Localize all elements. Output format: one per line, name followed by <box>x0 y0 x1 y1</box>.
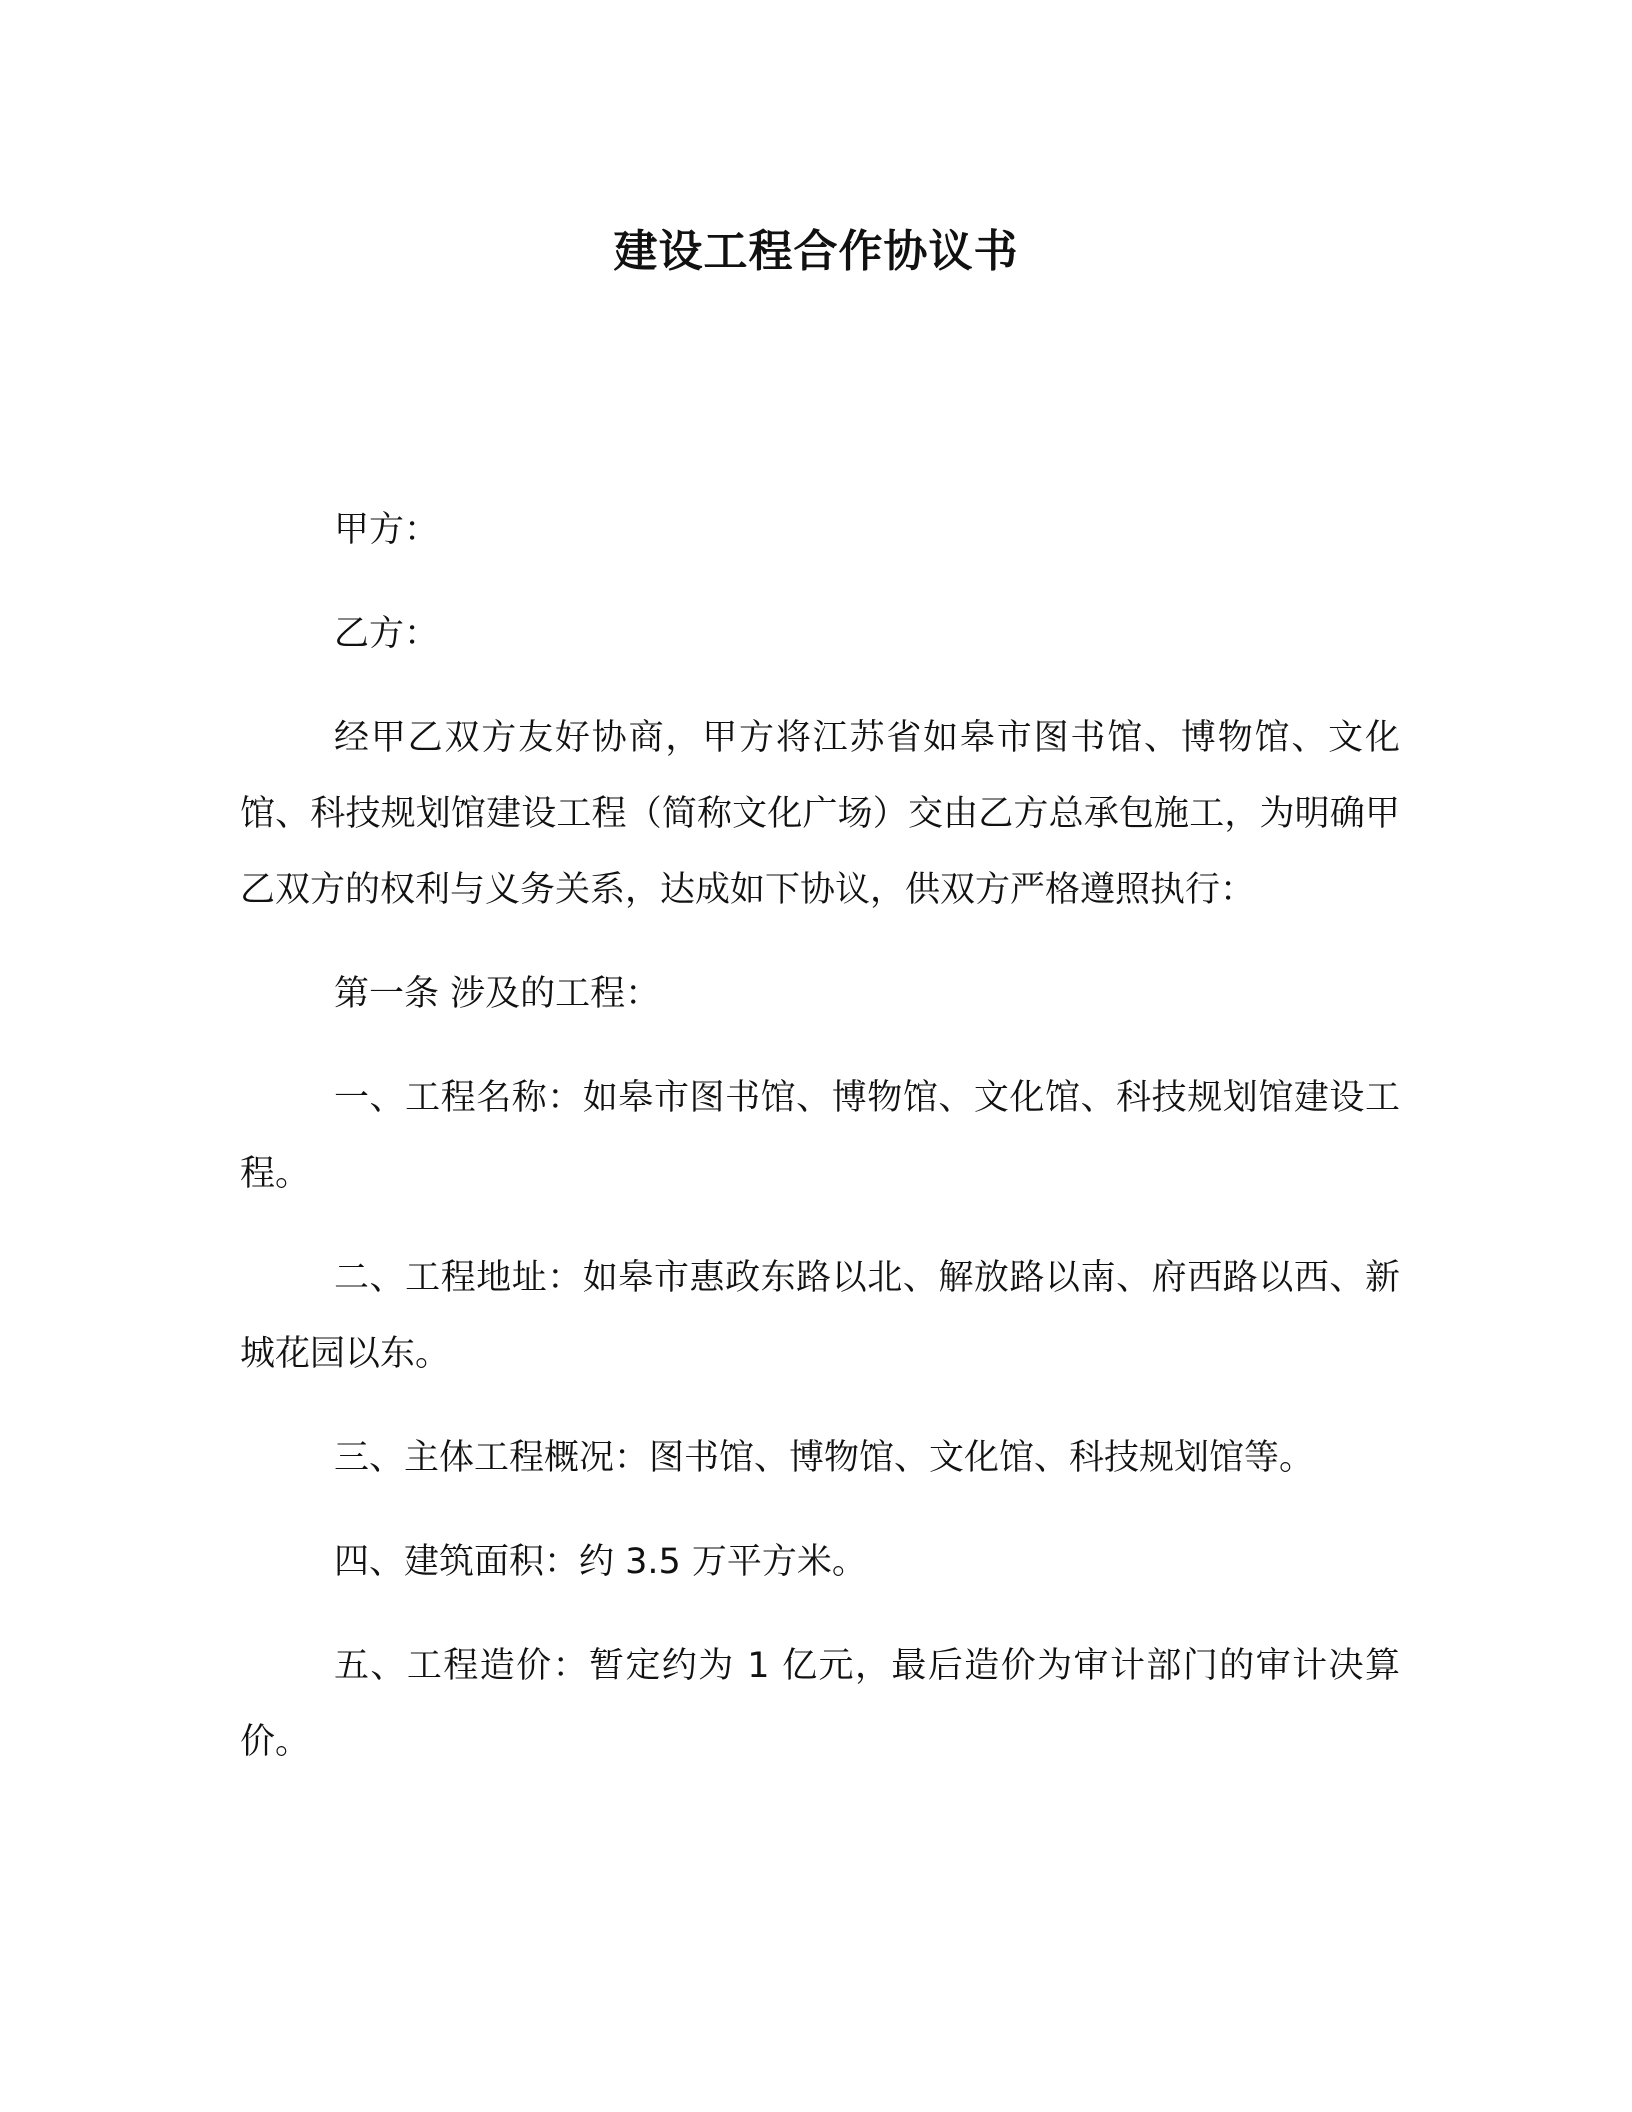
item-building-area: 四、建筑面积：约 3.5 万平方米。 <box>334 1542 867 1582</box>
item-main-works: 三、主体工程概况：图书馆、博物馆、文化馆、科技规划馆等。 <box>334 1438 1315 1478</box>
item-project-name: 一、工程名称：如皋市图书馆、博物馆、文化馆、科技规划馆建设工程。 <box>240 1078 1400 1194</box>
document-title: 建设工程合作协议书 <box>613 226 1019 277</box>
party-a-line: 甲方： <box>334 510 440 550</box>
item-project-address: 二、工程地址：如皋市惠政东路以北、解放路以南、府西路以西、新城花园以东。 <box>240 1258 1400 1374</box>
document-body <box>240 492 1400 1808</box>
article-1-heading: 第一条 涉及的工程： <box>334 974 661 1014</box>
party-b-line: 乙方： <box>334 614 440 654</box>
item-project-cost: 五、工程造价：暂定约为 1 亿元，最后造价为审计部门的审计决算价。 <box>240 1646 1400 1762</box>
preamble-paragraph: 经甲乙双方友好协商，甲方将江苏省如皋市图书馆、博物馆、文化馆、科技规划馆建设工程（简称文化广场）交由乙方总承包施工，为明确甲乙双方的权利与义务关系，达成如下协议，供双方严格遵照执行： <box>240 718 1400 910</box>
